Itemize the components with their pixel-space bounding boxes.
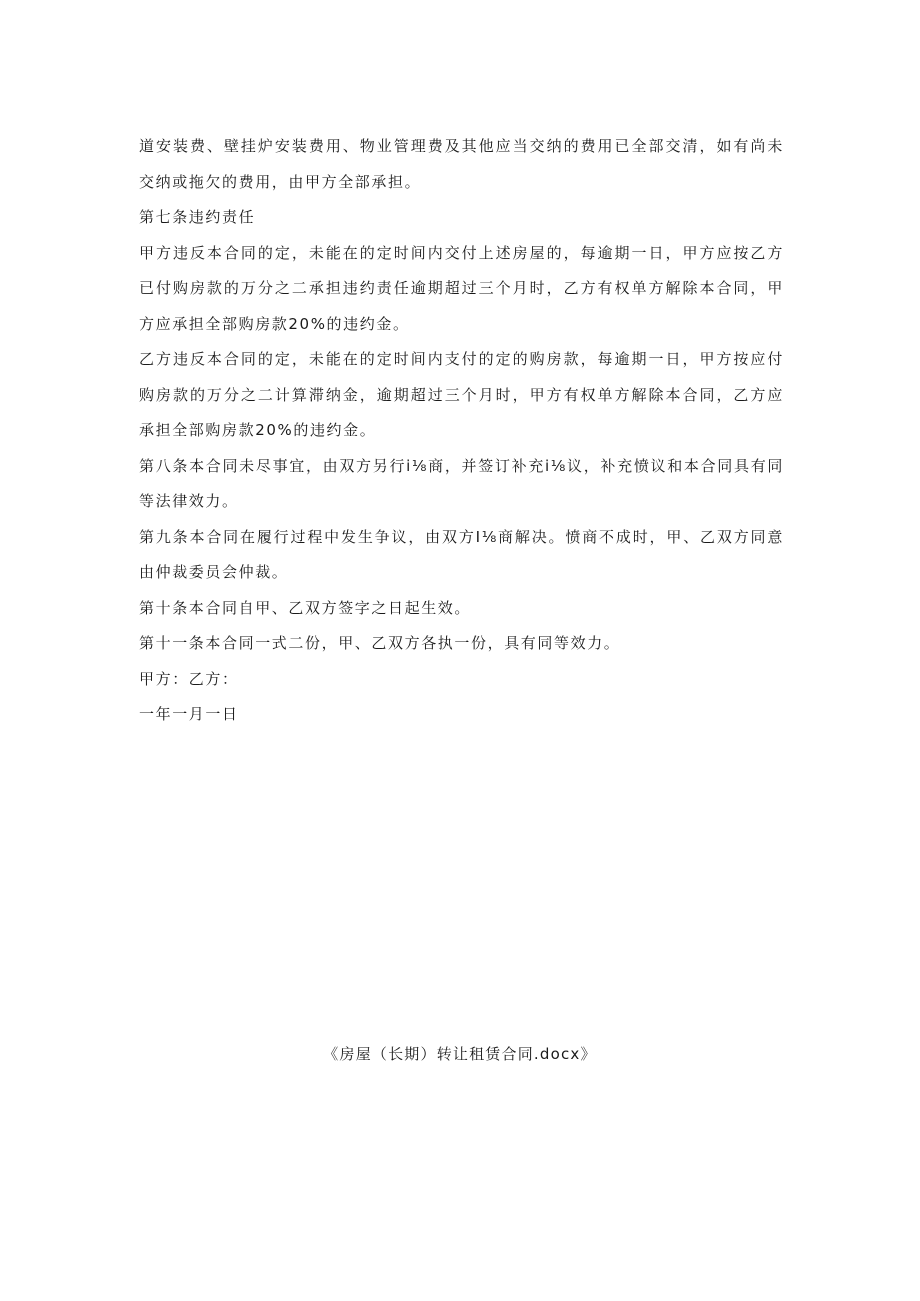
signature-date: 一年一月一日 (139, 705, 239, 723)
paragraph-fee-settlement: 道安装费、壁挂炉安装费用、物业管理费及其他应当交纳的费用已全部交清，如有尚未交纳或拖欠的费用，由甲方全部承担。 (139, 137, 784, 191)
signature-parties: 甲方：乙方： (139, 669, 239, 688)
paragraph-article-10: 第十条本合同自甲、乙双方签字之日起生效。 (139, 598, 472, 617)
heading-article-7: 第七条违约责任 (139, 208, 256, 226)
paragraph-party-b-breach: 乙方违反本合同的定，未能在的定时间内支付的定的购房款，每逾期一日，甲方按应付购房款的万分之二计算滞纳金，逾期超过三个月时，甲方有权单方解除本合同，乙方应承担全部购房款20%的违约金。 (139, 350, 784, 439)
paragraph-article-11: 第十一条本合同一式二份，甲、乙双方各执一份，具有同等效力。 (139, 634, 621, 652)
paragraph-article-9: 第九条本合同在履行过程中发生争议，由双方I⅛商解决。愤商不成时，甲、乙双方同意由仲裁委员会仲裁。 (139, 527, 784, 581)
paragraph-article-8: 第八条本合同未尽事宜，由双方另行i⅛商，并签订补充i⅛议，补充愤议和本合同具有同等法律效力。 (139, 456, 784, 510)
paragraph-party-a-breach: 甲方违反本合同的定，未能在的定时间内交付上述房屋的，每逾期一日，甲方应按乙方已付购房款的万分之二承担违约责任逾期超过三个月时，乙方有权单方解除本合同，甲方应承担全部购房款20%的违约金。 (139, 243, 784, 333)
document-footer-title: 《房屋（长期）转让租赁合同.docx》 (323, 1045, 597, 1063)
document-body (139, 129, 784, 733)
